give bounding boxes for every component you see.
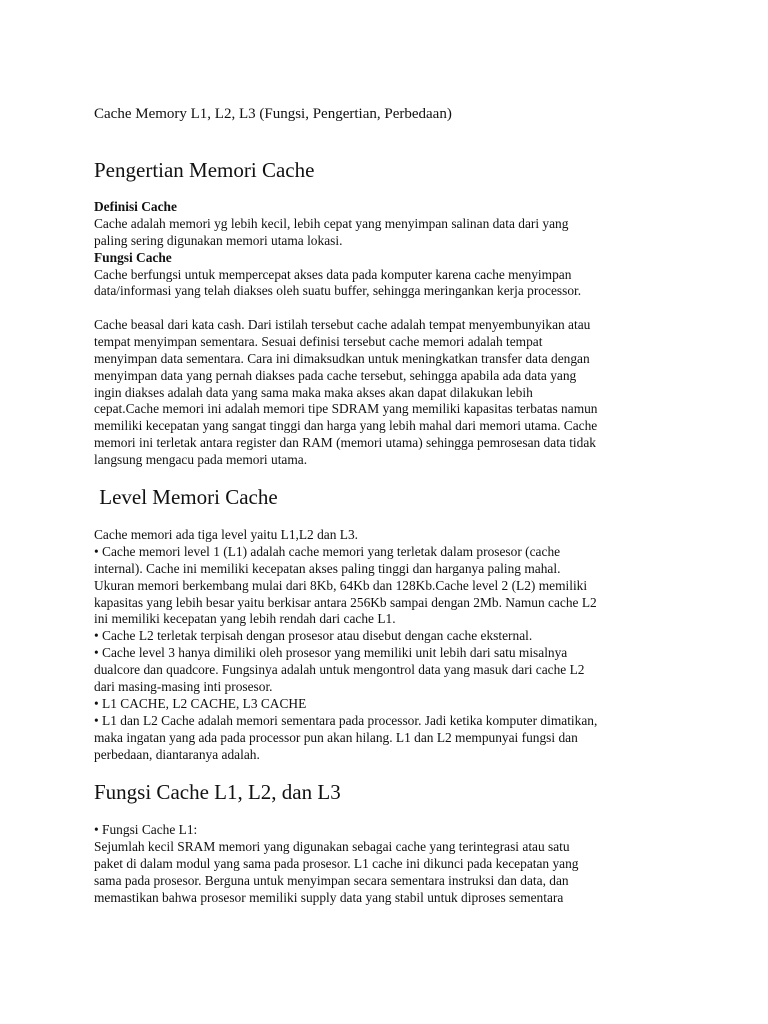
- section-pengertian: [94, 199, 684, 300]
- text-line: ingin diakses adalah data yang sama maka maka akses akan dapat dilakukan lebih: [94, 384, 533, 400]
- text-line: dari masing-masing inti prosesor.: [94, 679, 273, 695]
- text-line: langsung mengacu pada memori utama.: [94, 452, 308, 468]
- subheading-definisi-cache: Definisi Cache: [94, 199, 177, 214]
- text-line: ini memiliki kecepatan yang lebih rendah dari cache L1.: [94, 611, 396, 627]
- text-line: paket di dalam modul yang sama pada prosesor. L1 cache ini dikunci pada kecepatan yang: [94, 855, 579, 871]
- list-item: • Cache level 3 hanya dimiliki oleh prosesor yang memiliki unit lebih dari satu misalnya: [94, 645, 568, 661]
- list-item: • Cache L2 terletak terpisah dengan prosesor atau disebut dengan cache eksternal.: [94, 628, 533, 644]
- text-line: tempat menyimpan sementara. Sesuai definisi tersebut cache memori adalah tempat: [94, 333, 543, 349]
- text-line: sama pada prosesor. Berguna untuk menyimpan secara sementara instruksi dan data, dan: [94, 872, 569, 888]
- text-line: memori ini terletak antara register dan RAM (memori utama) sehingga pemrosesan data tidak: [94, 435, 596, 451]
- section-fungsi: [94, 822, 684, 906]
- heading-level-memori-cache: Level Memori Cache: [94, 485, 278, 509]
- text-line: kapasitas yang lebih besar yaitu berkisar antara 256Kb sampai dengan 2Mb. Namun cache L2: [94, 594, 597, 610]
- text-line: Cache memori ada tiga level yaitu L1,L2 dan L3.: [94, 527, 359, 542]
- text-line: menyimpan data sementara. Cara ini dimaksudkan untuk meningkatkan transfer data dengan: [94, 350, 590, 366]
- text-line: maka ingatan yang ada pada processor pun akan hilang. L1 dan L2 mempunyai fungsi dan: [94, 729, 578, 745]
- document-title: Cache Memory L1, L2, L3 (Fungsi, Pengertian, Perbedaan): [94, 106, 452, 122]
- text-line: Ukuran memori berkembang mulai dari 8Kb, 64Kb dan 128Kb.Cache level 2 (L2) memiliki: [94, 577, 588, 593]
- text-line: Cache beasal dari kata cash. Dari istilah tersebut cache adalah tempat menyembunyikan atau: [94, 317, 591, 332]
- text-line: paling sering digunakan memori utama lokasi.: [94, 232, 343, 248]
- text-line: internal). Cache ini memiliki kecepatan akses paling tinggi dan harganya paling mahal.: [94, 560, 561, 576]
- text-line: memastikan bahwa prosesor memiliki supply data yang stabil untuk diproses sementara: [94, 889, 564, 905]
- subheading-fungsi-cache: Fungsi Cache: [94, 249, 172, 265]
- list-item: • Cache memori level 1 (L1) adalah cache memori yang terletak dalam prosesor (cache: [94, 543, 561, 559]
- text-line: Cache berfungsi untuk mempercepat akses data pada komputer karena cache menyimpan: [94, 266, 572, 282]
- text-line: cepat.Cache memori ini adalah memori tipe SDRAM yang memiliki kapasitas terbatas namun: [94, 401, 598, 417]
- heading-pengertian-memori-cache: Pengertian Memori Cache: [94, 158, 315, 182]
- text-line: data/informasi yang telah diakses oleh suatu buffer, sehingga meringankan kerja processor.: [94, 283, 582, 299]
- text-line: perbedaan, diantaranya adalah.: [94, 746, 260, 762]
- list-item: • Fungsi Cache L1:: [94, 822, 198, 837]
- text-line: memiliki kecepatan yang sangat tinggi dan harga yang lebih mahal dari memori utama. Cache: [94, 418, 598, 434]
- text-line: dualcore dan quadcore. Fungsinya adalah untuk mengontrol data yang masuk dari cache L2: [94, 662, 585, 678]
- list-item: • L1 dan L2 Cache adalah memori sementara pada processor. Jadi ketika komputer dimatikan,: [94, 712, 598, 728]
- paragraph-cache-asal: [94, 317, 684, 469]
- section-level: [94, 527, 684, 763]
- heading-fungsi-cache-l1-l2-l3: Fungsi Cache L1, L2, dan L3: [94, 780, 341, 804]
- text-line: Sejumlah kecil SRAM memori yang digunakan sebagai cache yang terintegrasi atau satu: [94, 838, 570, 854]
- list-item: • L1 CACHE, L2 CACHE, L3 CACHE: [94, 695, 307, 711]
- text-line: Cache adalah memori yg lebih kecil, lebih cepat yang menyimpan salinan data dari yang: [94, 215, 569, 231]
- text-line: menyimpan data yang pernah diakses pada cache tersebut, sehingga apabila ada data yang: [94, 367, 577, 383]
